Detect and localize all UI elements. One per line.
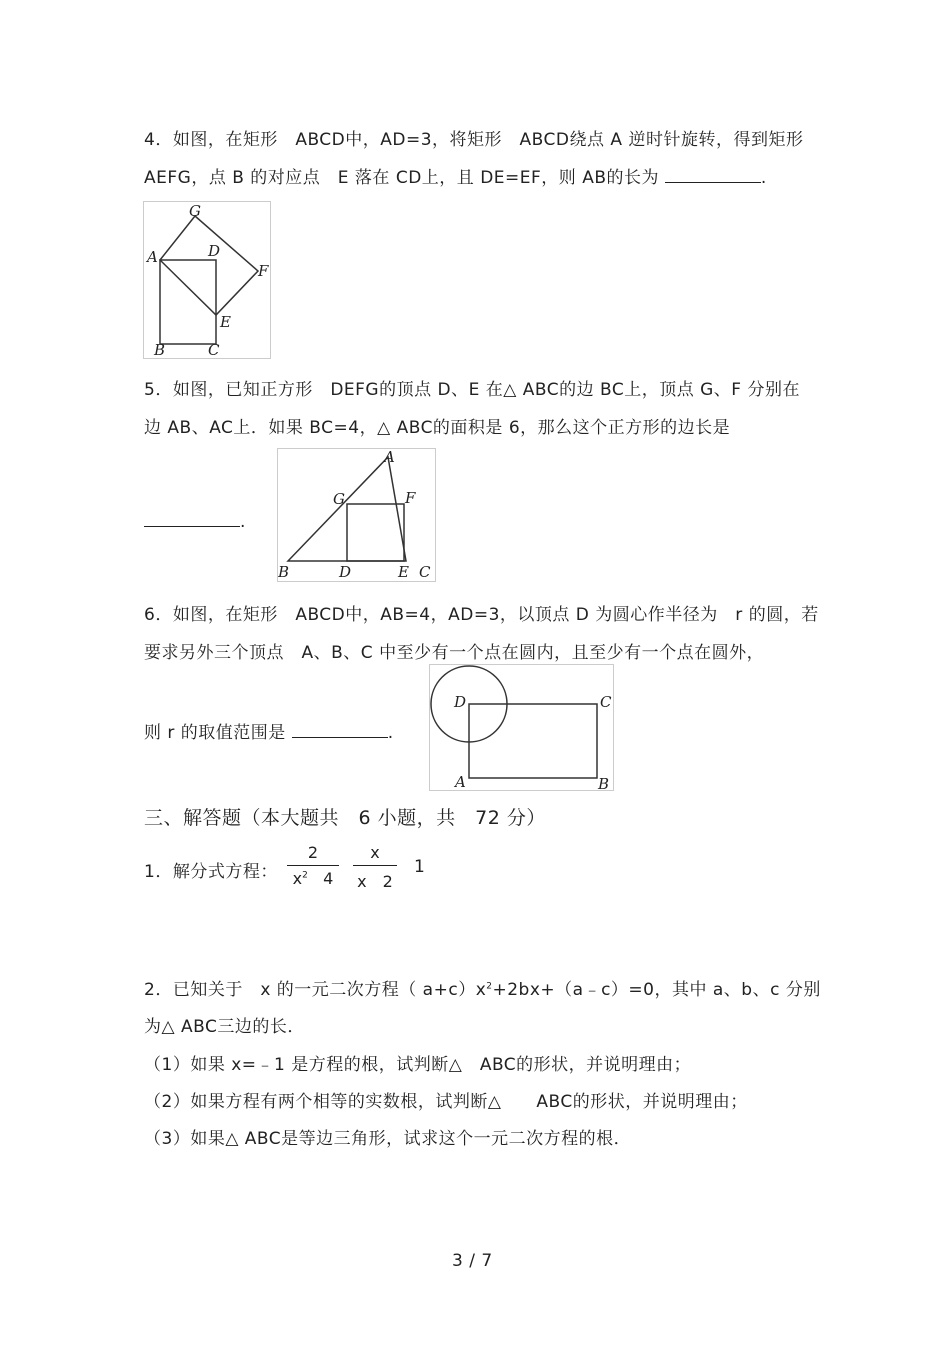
q4-rect-aefg — [160, 216, 258, 315]
q5-label-b: B — [278, 563, 290, 581]
a2-sub1: （1）如果 x=﹣1 是方程的根，试判断△ ABC的形状，并说明理由； — [144, 1055, 692, 1075]
q5-figure — [277, 448, 436, 582]
q5-label-g: G — [333, 490, 345, 508]
q5-line2: 边 AB、AC上．如果 BC=4，△ ABC的面积是 6，那么这个正方形的边长是 — [144, 418, 731, 438]
q4-line2-text: AEFG，点 B 的对应点 E 落在 CD上，且 DE=EF，则 AB的长为 — [144, 168, 659, 188]
q4-label-g: G — [189, 202, 201, 220]
q4-label-c: C — [208, 341, 220, 359]
q6-line2: 要求另外三个顶点 A、B、C 中至少有一个点在圆内，且至少有一个点在圆外， — [144, 643, 765, 663]
q4-rect-abcd — [160, 260, 216, 344]
q4-line1: 4．如图，在矩形 ABCD中，AD=3，将矩形 ABCD绕点 A 逆时针旋转，得到矩形 — [144, 130, 804, 150]
a1-frac2-denominator: x 2 — [357, 872, 393, 891]
q5-answer-line — [144, 508, 246, 532]
q6-label-b: B — [598, 775, 610, 791]
q5-label-d: D — [339, 563, 352, 581]
a2-sub3: （3）如果△ ABC是等边三角形，试求这个一元二次方程的根． — [144, 1129, 632, 1149]
q6-answer-blank — [292, 719, 388, 738]
q4-label-f: F — [258, 262, 269, 280]
a1-fraction-1 — [287, 843, 339, 888]
a1-frac1-numerator: 2 — [307, 843, 319, 862]
q4-end: . — [760, 168, 767, 188]
q6-rect-abcd — [469, 704, 597, 778]
a1-frac2-numerator: x — [370, 843, 380, 862]
a1-prefix: 1．解分式方程： — [144, 862, 278, 882]
q6-line3 — [144, 718, 394, 743]
page-number: 3 / 7 — [452, 1251, 493, 1271]
q6-label-d: D — [454, 693, 467, 711]
q4-label-b: B — [154, 341, 166, 359]
q6-line3-text: 则 r 的取值范围是 — [144, 723, 286, 743]
q5-label-f: F — [405, 489, 416, 507]
q5-label-c: C — [419, 563, 431, 581]
q6-end: . — [387, 723, 394, 743]
section3-title: 三、解答题（本大题共 6 小题，共 72 分） — [144, 807, 546, 829]
q4-figure — [143, 201, 271, 359]
q5-end: . — [240, 512, 246, 532]
q6-label-c: C — [600, 693, 612, 711]
q5-answer-blank — [144, 508, 240, 527]
q5-label-e: E — [398, 563, 409, 581]
q4-label-d: D — [208, 242, 221, 260]
q6-label-a: A — [455, 773, 466, 791]
a2-sub2: （2）如果方程有两个相等的实数根，试判断△ ABC的形状，并说明理由； — [144, 1092, 748, 1112]
q5-square-defg — [347, 504, 404, 561]
a1-frac1-denominator: $x^2$ 4 — [292, 869, 334, 888]
a1-frac1-bar — [287, 865, 339, 866]
q6-line1: 6．如图，在矩形 ABCD中，AB=4，AD=3，以顶点 D 为圆心作半径为 r 的圆，若 — [144, 605, 819, 625]
q5-label-a: A — [384, 448, 395, 466]
q4-label-a: A — [147, 248, 158, 266]
a1-fraction-2 — [353, 843, 397, 892]
q4-line2 — [144, 163, 767, 188]
q4-answer-blank — [665, 164, 761, 183]
a1-rhs: 1 — [414, 857, 426, 877]
a2-line1: 2．已知关于 x 的一元二次方程（ $a+c)x^2+2bx+(a﹣c)=0$，其中 a、b、c 分别 — [144, 980, 821, 1000]
a2-line2: 为△ ABC三边的长． — [144, 1017, 305, 1037]
a1-frac2-bar — [353, 865, 397, 866]
q5-line1: 5．如图，已知正方形 DEFG的顶点 D、E 在△ ABC的边 BC上，顶点 G、F 分别在 — [144, 380, 800, 400]
q6-figure — [429, 664, 614, 791]
q4-label-e: E — [220, 313, 231, 331]
